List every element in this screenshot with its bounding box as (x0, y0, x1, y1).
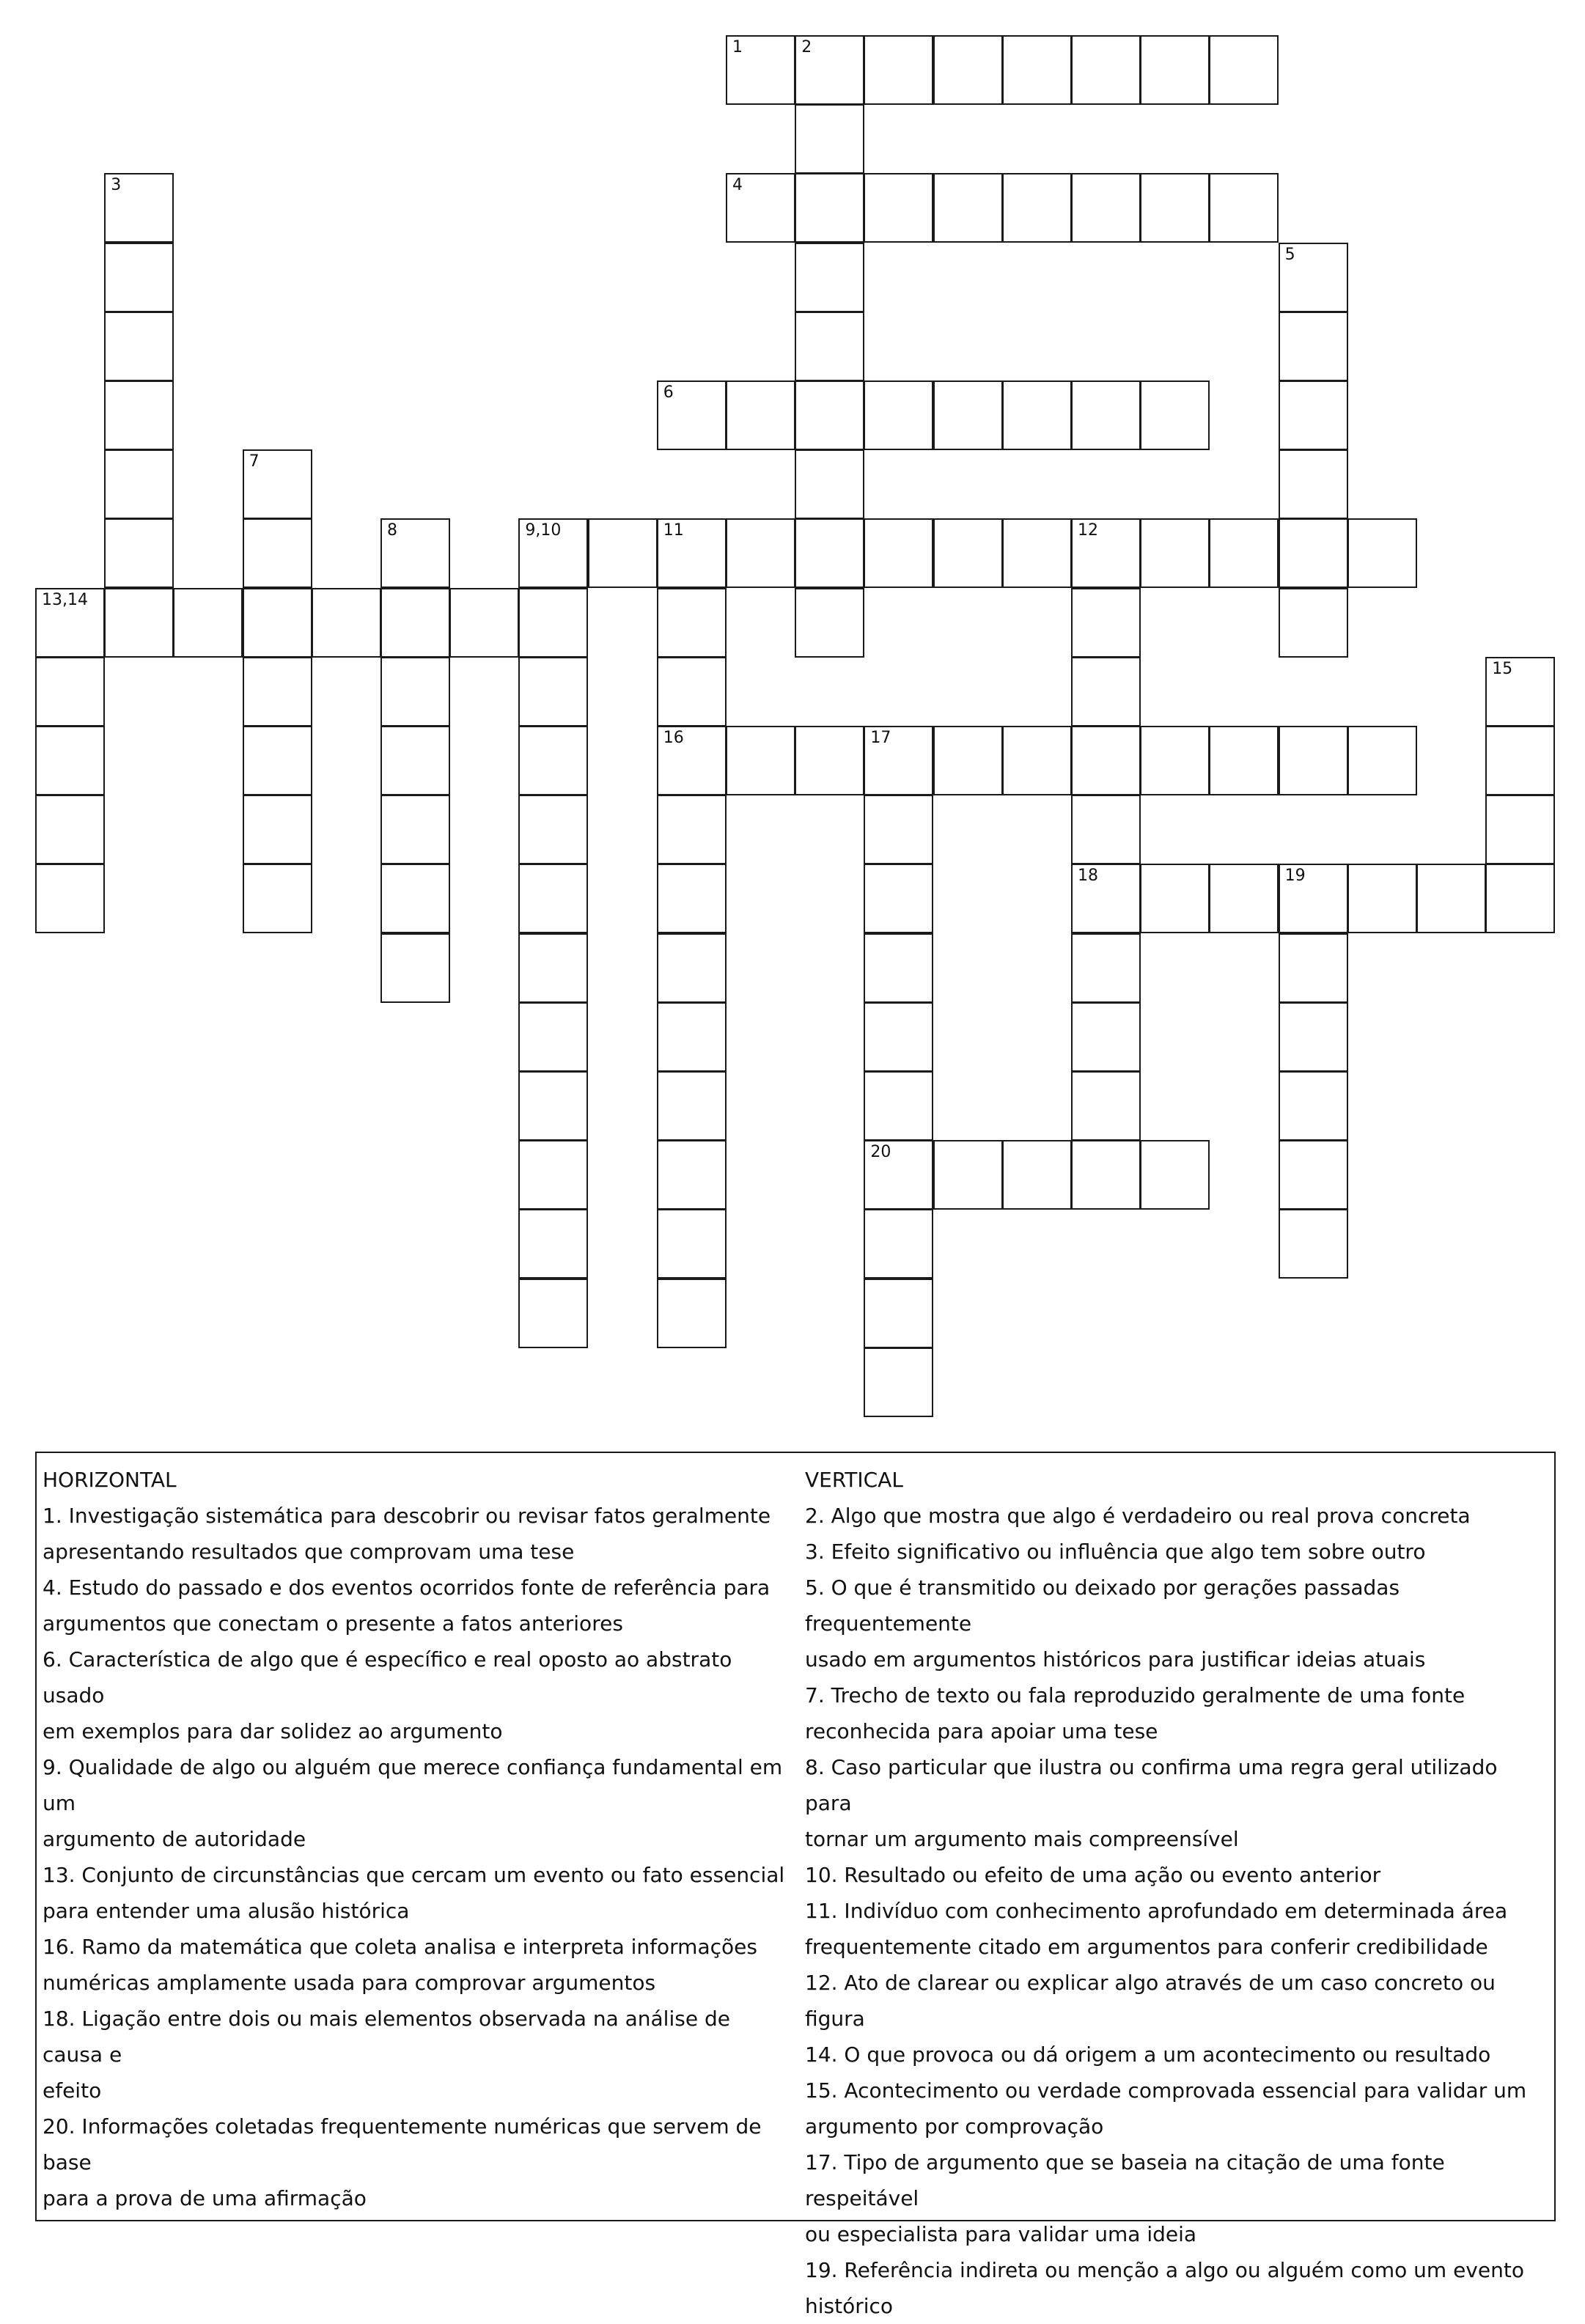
grid-cell[interactable] (795, 726, 864, 795)
grid-cell[interactable] (173, 588, 243, 658)
grid-cell[interactable] (1279, 933, 1348, 1003)
clue-line: 1. Investigação sistemática para descobrir ou revisar fatos geralmente (43, 1504, 771, 1528)
grid-cell[interactable] (1071, 35, 1141, 105)
grid-cell[interactable] (380, 864, 450, 933)
grid-cell[interactable] (864, 173, 933, 243)
grid-cell[interactable] (518, 933, 588, 1003)
clue-number: 13,14 (42, 590, 88, 609)
grid-cell[interactable] (795, 243, 864, 312)
grid-cell[interactable] (1209, 518, 1279, 588)
grid-cell[interactable] (518, 1140, 588, 1210)
clue-number: 15 (1492, 659, 1513, 678)
grid-cell[interactable] (1485, 864, 1555, 933)
grid-cell[interactable] (104, 588, 174, 658)
clue-line: 4. Estudo do passado e dos eventos ocorridos fonte de referência para (43, 1575, 771, 1600)
grid-cell[interactable] (1140, 380, 1210, 450)
horizontal-clues (43, 1462, 790, 2216)
grid-cell[interactable] (864, 1279, 933, 1348)
clue-number: 6 (663, 383, 674, 402)
grid-cell[interactable] (1279, 726, 1348, 795)
grid-cell[interactable] (864, 518, 933, 588)
clue-number: 5 (1284, 245, 1295, 264)
grid-cell[interactable] (795, 35, 864, 105)
clue-line: 17. Tipo de argumento que se baseia na citação de uma fonte respeitável (805, 2150, 1445, 2210)
clue-number: 11 (663, 521, 684, 540)
grid-cell[interactable] (104, 518, 174, 588)
grid-cell[interactable] (864, 1209, 933, 1279)
grid-cell[interactable] (1209, 864, 1279, 933)
grid-cell[interactable] (1279, 1071, 1348, 1141)
grid-cell[interactable] (1071, 864, 1141, 933)
grid-cell[interactable] (864, 1140, 933, 1210)
grid-cell[interactable] (1347, 518, 1417, 588)
clue-number: 20 (870, 1143, 891, 1162)
grid-cell[interactable] (1071, 933, 1141, 1003)
clue-line: argumento por comprovação (805, 2114, 1104, 2139)
clue-line: 6. Característica de algo que é específico e real oposto ao abstrato usado (43, 1647, 732, 1707)
grid-cell[interactable] (933, 35, 1003, 105)
clue-number: 8 (387, 521, 397, 540)
grid-cell[interactable] (1485, 795, 1555, 864)
grid-cell[interactable] (1071, 1071, 1141, 1141)
grid-cell[interactable] (1140, 35, 1210, 105)
clue-line: 15. Acontecimento ou verdade comprovada essencial para validar um (805, 2078, 1527, 2103)
grid-cell[interactable] (795, 312, 864, 381)
grid-cell[interactable] (1071, 380, 1141, 450)
grid-cell[interactable] (35, 657, 105, 727)
grid-cell[interactable] (518, 795, 588, 864)
grid-cell[interactable] (449, 588, 519, 658)
grid-cell[interactable] (864, 864, 933, 933)
clue-line: argumentos que conectam o presente a fatos anteriores (43, 1611, 623, 1636)
clue-number: 9,10 (525, 521, 562, 540)
clue-line: ou especialista para validar uma ideia (805, 2222, 1197, 2246)
clue-line: para entender uma alusão histórica (43, 1899, 410, 1923)
grid-cell[interactable] (243, 588, 312, 658)
grid-cell[interactable] (518, 657, 588, 727)
grid-cell[interactable] (518, 588, 588, 658)
grid-cell[interactable] (657, 864, 727, 933)
clue-line: 19. Referência indireta ou menção a algo ou alguém como um evento (805, 2258, 1524, 2282)
clue-line: em exemplos para dar solidez ao argumento (43, 1719, 503, 1743)
grid-cell[interactable] (380, 726, 450, 795)
grid-cell[interactable] (1002, 35, 1072, 105)
clue-number: 17 (870, 729, 891, 747)
vertical-clues (805, 1462, 1549, 2324)
grid-cell[interactable] (1485, 657, 1555, 727)
grid-cell[interactable] (864, 1071, 933, 1141)
grid-cell[interactable] (657, 1279, 727, 1348)
grid-cell[interactable] (243, 518, 312, 588)
grid-cell[interactable] (1279, 449, 1348, 519)
clue-line: 9. Qualidade de algo ou alguém que merece confiança fundamental em um (43, 1755, 783, 1815)
grid-cell[interactable] (1279, 588, 1348, 658)
grid-cell[interactable] (243, 864, 312, 933)
grid-cell[interactable] (1002, 173, 1072, 243)
grid-cell[interactable] (1071, 173, 1141, 243)
clue-number: 19 (1284, 867, 1306, 886)
clue-line: argumento de autoridade (43, 1827, 306, 1851)
clue-line: 3. Efeito significativo ou influência que algo tem sobre outro (805, 1540, 1426, 1564)
grid-cell[interactable] (1279, 518, 1348, 588)
clue-line: numéricas amplamente usada para comprovar argumentos (43, 1971, 656, 1995)
grid-cell[interactable] (657, 518, 727, 588)
clue-number: 18 (1078, 867, 1098, 886)
grid-cell[interactable] (657, 588, 727, 658)
clue-line: 12. Ato de clarear ou explicar algo através de um caso concreto ou figura (805, 1971, 1496, 2031)
clue-line: 8. Caso particular que ilustra ou confirma uma regra geral utilizado para (805, 1755, 1498, 1815)
grid-cell[interactable] (1209, 35, 1279, 105)
clue-line: 7. Trecho de texto ou fala reproduzido geralmente de uma fonte (805, 1683, 1466, 1707)
grid-cell[interactable] (1071, 588, 1141, 658)
grid-cell[interactable] (795, 588, 864, 658)
grid-cell[interactable] (657, 657, 727, 727)
grid-cell[interactable] (933, 518, 1003, 588)
grid-cell[interactable] (1071, 518, 1141, 588)
grid-cell[interactable] (1002, 1140, 1072, 1210)
clue-line: 11. Indivíduo com conhecimento aprofundado em determinada área (805, 1899, 1508, 1923)
grid-cell[interactable] (657, 795, 727, 864)
grid-cell[interactable] (726, 380, 795, 450)
grid-cell[interactable] (35, 588, 105, 658)
grid-cell[interactable] (795, 449, 864, 519)
grid-cell[interactable] (380, 933, 450, 1003)
grid-cell[interactable] (933, 726, 1003, 795)
grid-cell[interactable] (657, 1140, 727, 1210)
grid-cell[interactable] (864, 380, 933, 450)
grid-cell[interactable] (657, 380, 727, 450)
clue-line: frequentemente citado em argumentos para conferir credibilidade (805, 1935, 1488, 1959)
grid-cell[interactable] (588, 518, 658, 588)
grid-cell[interactable] (1279, 1002, 1348, 1072)
grid-cell[interactable] (864, 35, 933, 105)
grid-cell[interactable] (864, 795, 933, 864)
grid-cell[interactable] (795, 104, 864, 174)
clue-line: usado em argumentos históricos para justificar ideias atuais (805, 1647, 1426, 1672)
grid-cell[interactable] (380, 795, 450, 864)
grid-cell[interactable] (243, 726, 312, 795)
grid-cell[interactable] (35, 726, 105, 795)
grid-cell[interactable] (795, 173, 864, 243)
grid-cell[interactable] (1002, 726, 1072, 795)
grid-cell[interactable] (1416, 864, 1486, 933)
grid-cell[interactable] (933, 1140, 1003, 1210)
grid-cell[interactable] (726, 518, 795, 588)
grid-cell[interactable] (104, 173, 174, 243)
grid-cell[interactable] (1071, 657, 1141, 727)
grid-cell[interactable] (726, 35, 795, 105)
clue-number: 7 (249, 452, 260, 471)
clue-line: tornar um argumento mais compreensível (805, 1827, 1239, 1851)
clue-line: histórico (805, 2294, 894, 2318)
grid-cell[interactable] (380, 657, 450, 727)
clue-number: 3 (111, 176, 122, 195)
clue-line: 20. Informações coletadas frequentemente numéricas que servem de base (43, 2114, 762, 2174)
grid-cell[interactable] (1279, 1140, 1348, 1210)
grid-cell[interactable] (1279, 1209, 1348, 1279)
grid-cell[interactable] (1140, 518, 1210, 588)
grid-cell[interactable] (657, 1071, 727, 1141)
grid-cell[interactable] (518, 1071, 588, 1141)
grid-cell[interactable] (1279, 380, 1348, 450)
grid-cell[interactable] (380, 518, 450, 588)
grid-cell[interactable] (380, 588, 450, 658)
grid-cell[interactable] (795, 380, 864, 450)
grid-cell[interactable] (243, 449, 312, 519)
grid-cell[interactable] (518, 726, 588, 795)
grid-cell[interactable] (864, 726, 933, 795)
grid-cell[interactable] (1347, 726, 1417, 795)
grid-cell[interactable] (1209, 726, 1279, 795)
horizontal-clue-list (43, 1498, 790, 2216)
grid-cell[interactable] (657, 1002, 727, 1072)
clue-number: 16 (663, 729, 684, 747)
grid-cell[interactable] (1347, 864, 1417, 933)
grid-cell[interactable] (726, 726, 795, 795)
clue-line: 10. Resultado ou efeito de uma ação ou evento anterior (805, 1863, 1381, 1887)
clue-line: 16. Ramo da matemática que coleta analisa e interpreta informações (43, 1935, 757, 1959)
grid-cell[interactable] (1279, 312, 1348, 381)
grid-cell[interactable] (864, 1002, 933, 1072)
clue-line: efeito (43, 2078, 102, 2103)
grid-cell[interactable] (1071, 1002, 1141, 1072)
clues-box (35, 1452, 1556, 2318)
grid-cell[interactable] (1071, 1140, 1141, 1210)
grid-cell[interactable] (864, 933, 933, 1003)
grid-cell[interactable] (518, 1279, 588, 1348)
clue-line: 18. Ligação entre dois ou mais elementos observada na análise de causa e (43, 2007, 730, 2067)
grid-cell[interactable] (35, 795, 105, 864)
horizontal-heading: HORIZONTAL (43, 1468, 177, 1492)
clue-number: 12 (1078, 521, 1098, 540)
grid-cell[interactable] (657, 933, 727, 1003)
vertical-clue-list (805, 1498, 1549, 2324)
grid-cell[interactable] (1279, 243, 1348, 312)
grid-cell[interactable] (726, 173, 795, 243)
clue-line: 13. Conjunto de circunstâncias que cercam um evento ou fato essencial (43, 1863, 785, 1887)
grid-cell[interactable] (657, 726, 727, 795)
grid-cell[interactable] (933, 380, 1003, 450)
clue-number: 1 (732, 38, 743, 56)
grid-cell[interactable] (795, 518, 864, 588)
grid-cell[interactable] (1140, 726, 1210, 795)
grid-cell[interactable] (657, 1209, 727, 1279)
grid-cell[interactable] (1209, 173, 1279, 243)
grid-cell[interactable] (518, 864, 588, 933)
grid-cell[interactable] (1140, 1140, 1210, 1210)
grid-cell[interactable] (1485, 726, 1555, 795)
grid-cell[interactable] (518, 518, 588, 588)
grid-cell[interactable] (104, 380, 174, 450)
grid-cell[interactable] (518, 1209, 588, 1279)
clue-line: reconhecida para apoiar uma tese (805, 1719, 1158, 1743)
grid-cell[interactable] (864, 1347, 933, 1417)
grid-cell[interactable] (104, 449, 174, 519)
grid-cell[interactable] (1071, 795, 1141, 864)
clue-number: 4 (732, 176, 743, 195)
vertical-heading: VERTICAL (805, 1468, 903, 1492)
grid-cell[interactable] (1002, 518, 1072, 588)
grid-cell[interactable] (1002, 380, 1072, 450)
grid-cell[interactable] (243, 795, 312, 864)
clue-line: apresentando resultados que comprovam uma tese (43, 1540, 575, 1564)
grid-cell[interactable] (1279, 864, 1348, 933)
grid-cell[interactable] (518, 1002, 588, 1072)
grid-cell[interactable] (243, 657, 312, 727)
grid-cell[interactable] (104, 312, 174, 381)
clue-line: 14. O que provoca ou dá origem a um acontecimento ou resultado (805, 2042, 1491, 2067)
grid-cell[interactable] (1140, 173, 1210, 243)
grid-cell[interactable] (1140, 864, 1210, 933)
clue-number: 2 (801, 38, 812, 56)
grid-cell[interactable] (104, 243, 174, 312)
grid-cell[interactable] (312, 588, 381, 658)
clue-line: 2. Algo que mostra que algo é verdadeiro ou real prova concreta (805, 1504, 1471, 1528)
grid-cell[interactable] (35, 864, 105, 933)
clue-line: para a prova de uma afirmação (43, 2186, 367, 2210)
clue-line: 5. O que é transmitido ou deixado por gerações passadas frequentemente (805, 1575, 1400, 1636)
grid-cell[interactable] (1071, 726, 1141, 795)
grid-cell[interactable] (933, 173, 1003, 243)
